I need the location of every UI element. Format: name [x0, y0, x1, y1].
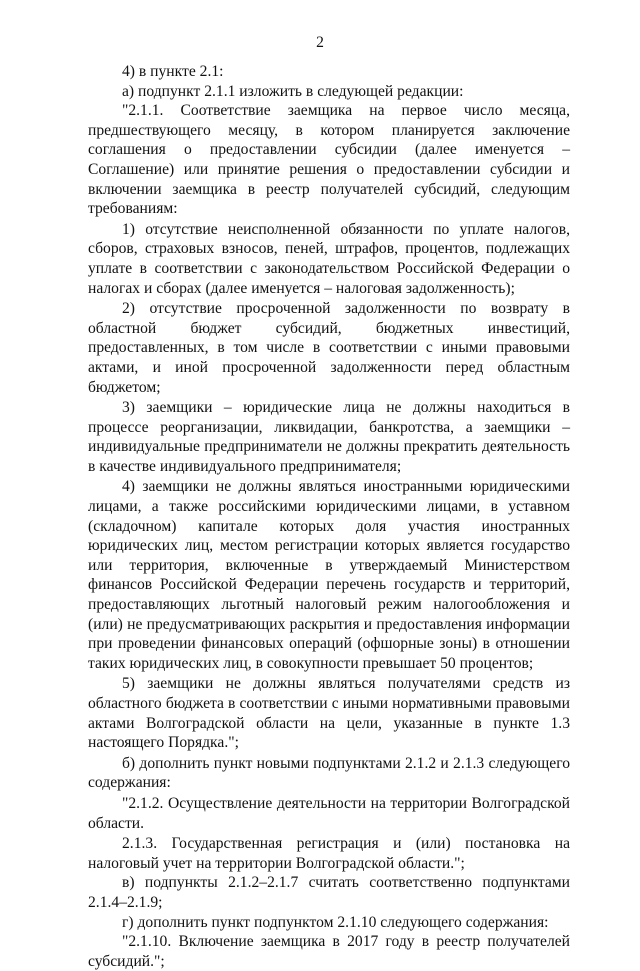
paragraph-requirement-3: 3) заемщики – юридические лица не должны находиться в процессе реорганизации, ликвидации, банкротства, а заемщики – индивидуальные предприниматели не должны прекратить деятельность в качестве индивидуального предпринимателя; — [88, 399, 570, 475]
paragraph-item-4-heading: 4) в пункте 2.1: — [122, 63, 224, 80]
paragraph-2-1-1: "2.1.1. Соответствие заемщика на первое число месяца, предшествующего месяцу, в котором планируется заключение соглашения о предоставлении субсидии (далее именуется – Соглашение) или принятие решения о предоставлении субсидии и включении заемщика в реестр получателей субсидий, следующим требованиям: — [88, 102, 570, 218]
paragraph-requirement-2: 2) отсутствие просроченной задолженности по возврату в областной бюджет субсидий, бюджетных инвестиций, предоставленных, в том числе в соответствии с иными правовыми актами, и иной просроченной задолженности перед областным бюджетом; — [88, 300, 570, 396]
paragraph-2-1-2: "2.1.2. Осуществление деятельности на территории Волгоградской области. — [88, 794, 570, 832]
paragraph-subitem-g: г) дополнить пункт подпунктом 2.1.10 следующего содержания: — [122, 913, 549, 931]
document-body — [88, 62, 570, 971]
paragraph-subitem-b: б) дополнить пункт новыми подпунктами 2.1.2 и 2.1.3 следующего содержания: — [88, 754, 570, 792]
paragraph-requirement-1: 1) отсутствие неисполненной обязанности по уплате налогов, сборов, страховых взносов, пеней, штрафов, процентов, подлежащих уплате в соответствии с законодательством Российской Федерации о налогах и сборах (далее именуется – налоговая задолженность); — [88, 220, 570, 297]
paragraph-subitem-a: а) подпункт 2.1.1 изложить в следующей редакции: — [122, 82, 464, 100]
paragraph-2-1-3: 2.1.3. Государственная регистрация и (или) постановка на налоговый учет на территории Волгоградской области."; — [88, 835, 570, 872]
paragraph-subitem-v: в) подпункты 2.1.2–2.1.7 считать соответственно подпунктами 2.1.4–2.1.9; — [88, 874, 570, 911]
page-number: 2 — [316, 34, 324, 51]
paragraph-requirement-5: 5) заемщики не должны являться получателями средств из областного бюджета в соответствии с иными нормативными правовыми актами Волгоградской области на цели, указанные в пункте 1.3 настоящего Порядка."; — [88, 675, 570, 752]
paragraph-requirement-4: 4) заемщики не должны являться иностранными юридическими лицами, а также российскими юридическими лицами, в уставном (складочном) капитале которых доля участия иностранных юридических лиц, местом регистрации которых является государство или территория, включенные в утверждаемый Министерством финансов Российской Федерации перечень государств и территорий, предоставляющих льготный налоговый режим налогообложения и (или) не предусматривающих раскрытия и предоставления информации при проведении финансовых операций (офшорные зоны) в отношении таких юридических лиц, в совокупности превышает 50 процентов; — [88, 478, 570, 672]
paragraph-2-1-10: "2.1.10. Включение заемщика в 2017 году в реестр получателей субсидий."; — [88, 933, 570, 970]
